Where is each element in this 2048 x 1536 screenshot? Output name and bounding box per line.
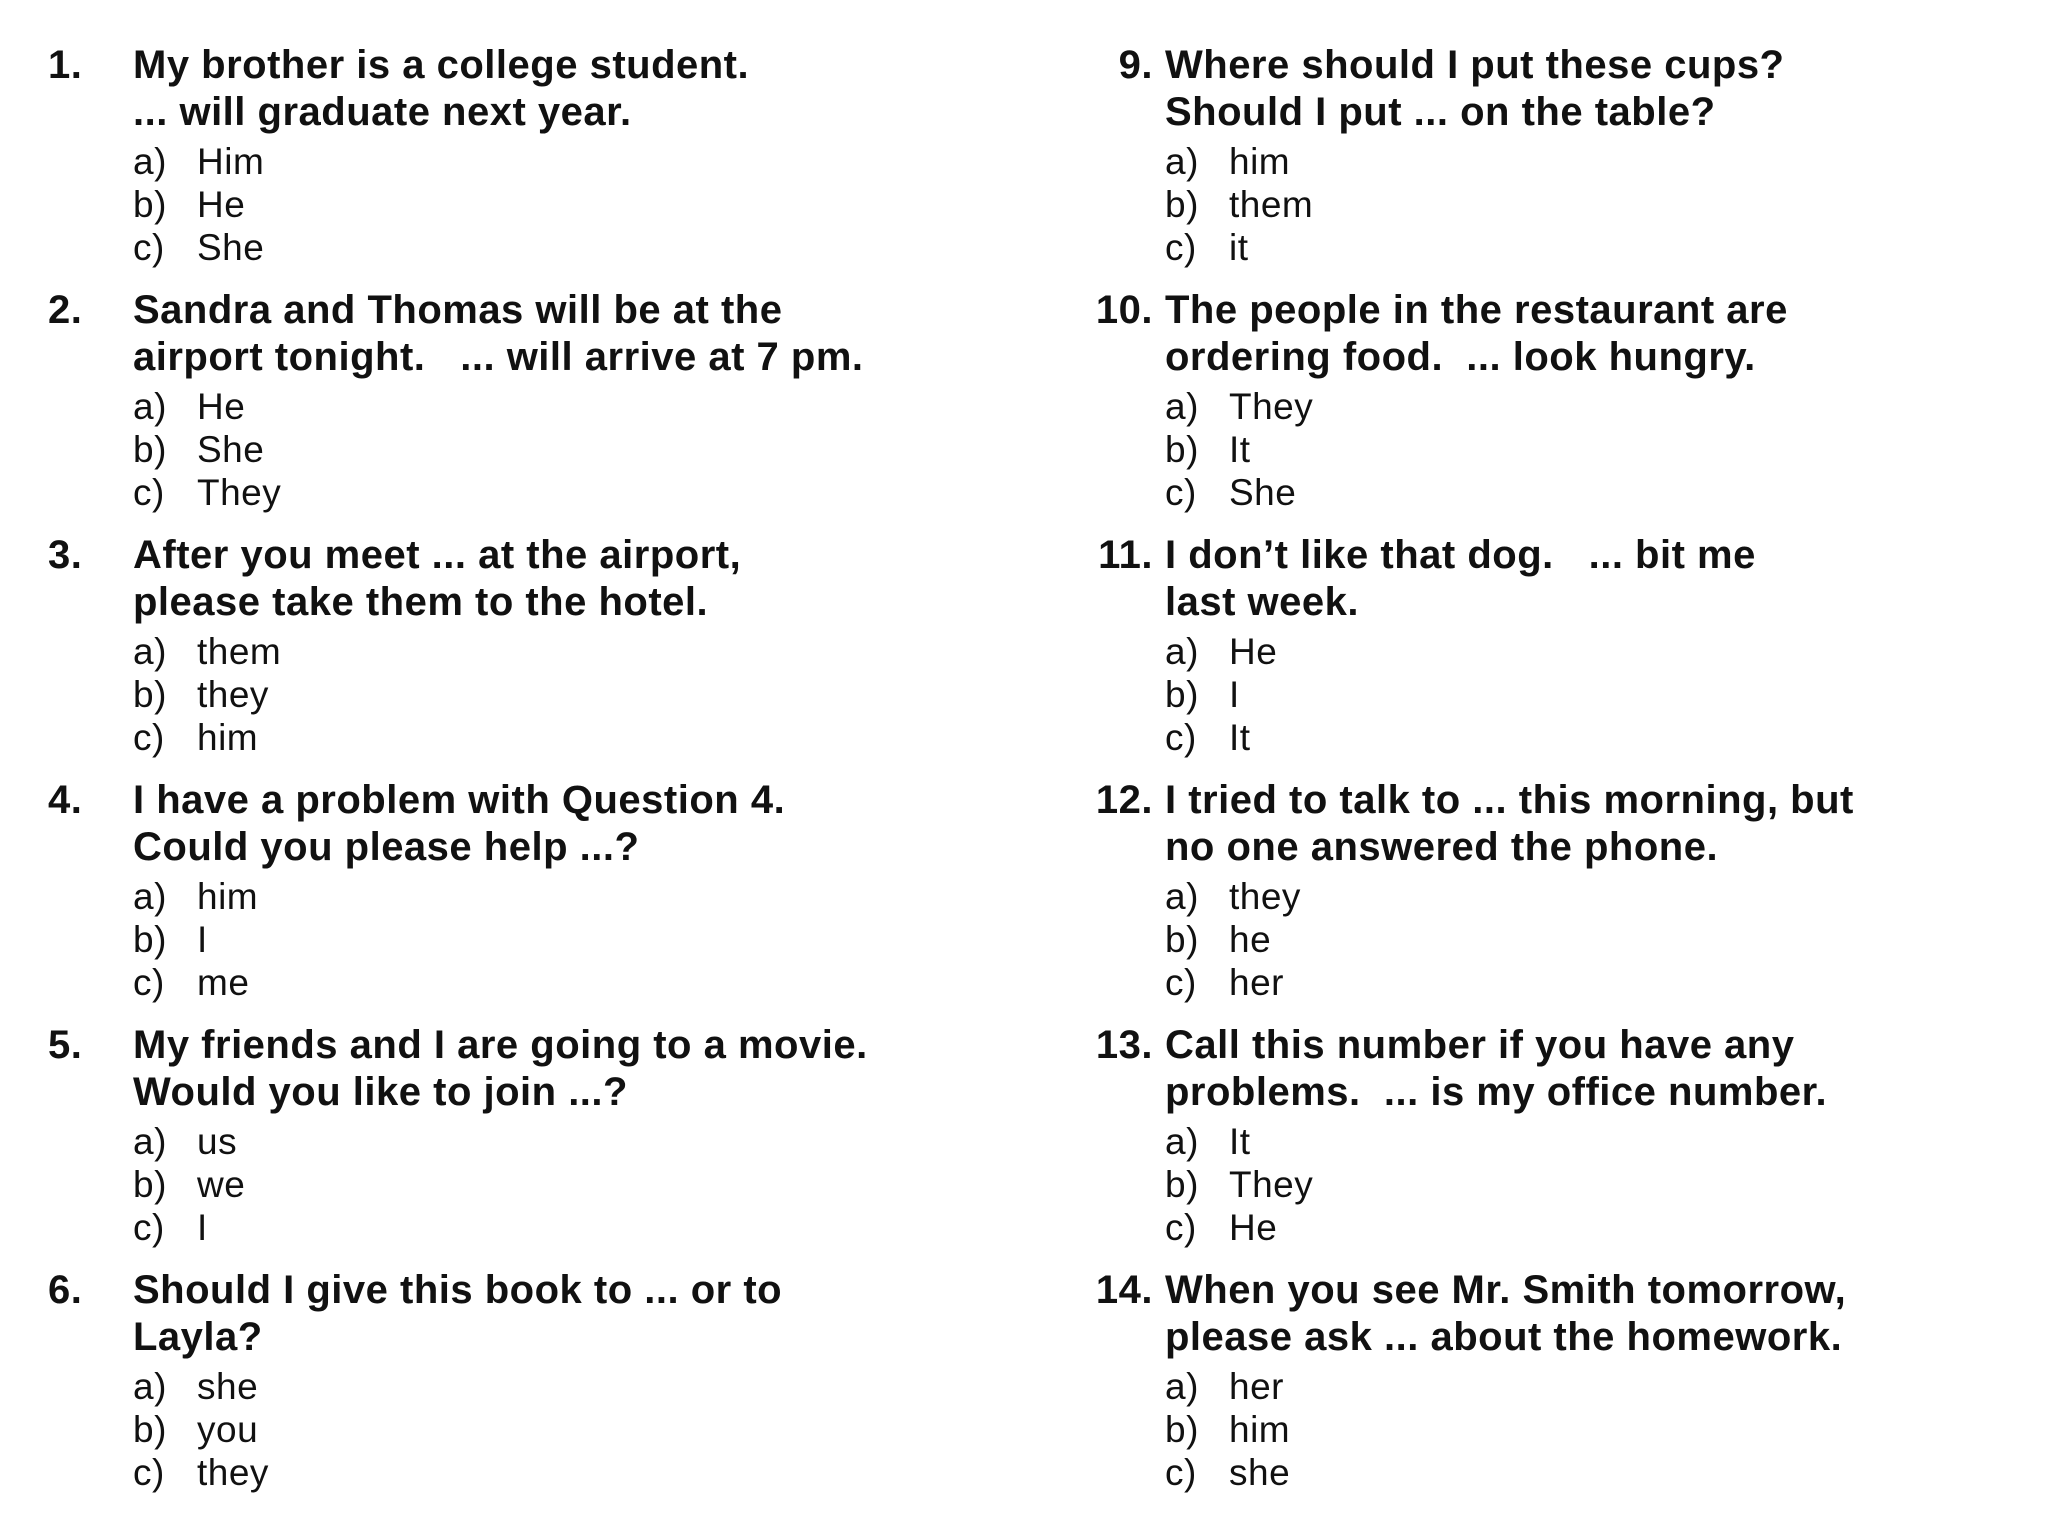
option-letter: c): [133, 717, 165, 758]
option-letter: b): [1165, 184, 1199, 225]
question-stem: [133, 1267, 1033, 1361]
option-text: she: [197, 1366, 259, 1407]
option-text: They: [1229, 386, 1314, 427]
answer-options: [1165, 875, 1301, 1004]
option-letter: b): [1165, 429, 1199, 470]
question-14: [1058, 1267, 2018, 1512]
question-stem-line: Call this number if you have any: [1165, 1023, 1795, 1067]
answer-option-a: [1165, 1120, 1313, 1163]
answer-option-a: [133, 630, 281, 673]
question-stem-line: airport tonight. ... will arrive at 7 pm.: [133, 335, 864, 379]
option-letter: c): [1165, 227, 1197, 268]
option-text: him: [1229, 141, 1291, 182]
option-text: She: [1229, 472, 1297, 513]
question-number: 6.: [48, 1268, 83, 1312]
option-letter: a): [1165, 386, 1199, 427]
option-letter: a): [133, 1121, 167, 1162]
question-stem-line: I don’t like that dog. ... bit me: [1165, 533, 1756, 577]
question-number: 3.: [48, 533, 83, 577]
question-stem-line: please ask ... about the homework.: [1165, 1315, 1843, 1359]
question-stem-line: Layla?: [133, 1315, 263, 1359]
question-4: [48, 777, 1028, 1022]
answer-option-c: [133, 1206, 245, 1249]
question-number: 9.: [1118, 43, 1153, 87]
question-stem: [133, 287, 1033, 381]
answer-options: [1165, 385, 1313, 514]
option-letter: b): [1165, 674, 1199, 715]
option-text: me: [197, 962, 250, 1003]
option-text: It: [1229, 1121, 1251, 1162]
answer-option-a: [133, 385, 281, 428]
question-stem: [1165, 287, 2048, 381]
option-letter: a): [1165, 1366, 1199, 1407]
question-stem-line: please take them to the hotel.: [133, 580, 709, 624]
question-stem-line: When you see Mr. Smith tomorrow,: [1165, 1268, 1847, 1312]
question-number: 4.: [48, 778, 83, 822]
answer-options: [1165, 630, 1277, 759]
question-13: [1058, 1022, 2018, 1267]
option-text: He: [197, 386, 246, 427]
answer-option-c: [1165, 716, 1277, 759]
option-text: They: [1229, 1164, 1314, 1205]
question-stem: [1165, 777, 2048, 871]
answer-option-a: [1165, 385, 1313, 428]
question-stem-line: Sandra and Thomas will be at the: [133, 288, 783, 332]
option-text: him: [197, 717, 259, 758]
answer-option-b: [133, 1408, 269, 1451]
option-text: It: [1229, 429, 1251, 470]
answer-option-a: [133, 1365, 269, 1408]
question-10: [1058, 287, 2018, 532]
option-letter: b): [1165, 1164, 1199, 1205]
answer-option-b: [1165, 428, 1313, 471]
answer-option-a: [1165, 140, 1313, 183]
option-letter: c): [1165, 1452, 1197, 1493]
question-stem-line: ordering food. ... look hungry.: [1165, 335, 1756, 379]
option-text: they: [1229, 876, 1301, 917]
question-stem-line: last week.: [1165, 580, 1360, 624]
option-text: It: [1229, 717, 1251, 758]
option-letter: a): [1165, 1121, 1199, 1162]
option-letter: b): [133, 429, 167, 470]
option-letter: c): [133, 962, 165, 1003]
answer-option-a: [1165, 630, 1277, 673]
answer-option-c: [133, 471, 281, 514]
question-number: 5.: [48, 1023, 83, 1067]
answer-option-c: [1165, 1451, 1290, 1494]
option-text: you: [197, 1409, 259, 1450]
answer-options: [1165, 1120, 1313, 1249]
answer-option-a: [1165, 1365, 1290, 1408]
question-1: [48, 42, 1028, 287]
answer-option-c: [133, 961, 258, 1004]
question-number: 1.: [48, 43, 83, 87]
option-text: they: [197, 674, 269, 715]
answer-option-b: [1165, 1408, 1290, 1451]
option-letter: a): [1165, 876, 1199, 917]
answer-options: [133, 630, 281, 759]
question-stem-line: problems. ... is my office number.: [1165, 1070, 1828, 1114]
option-letter: c): [133, 1452, 165, 1493]
answer-option-c: [133, 1451, 269, 1494]
option-text: Him: [197, 141, 265, 182]
option-letter: b): [133, 919, 167, 960]
question-stem-line: The people in the restaurant are: [1165, 288, 1788, 332]
option-letter: c): [133, 1207, 165, 1248]
question-stem-line: Should I put ... on the table?: [1165, 90, 1716, 134]
option-text: them: [197, 631, 282, 672]
option-letter: b): [133, 1164, 167, 1205]
option-letter: a): [133, 1366, 167, 1407]
option-letter: c): [1165, 1207, 1197, 1248]
option-text: she: [1229, 1452, 1291, 1493]
option-text: He: [1229, 1207, 1278, 1248]
answer-option-b: [1165, 673, 1277, 716]
question-11: [1058, 532, 2018, 777]
answer-option-b: [1165, 1163, 1313, 1206]
question-stem-line: My brother is a college student.: [133, 43, 750, 87]
question-9: [1058, 42, 2018, 287]
answer-options: [133, 1120, 245, 1249]
option-text: him: [1229, 1409, 1291, 1450]
option-letter: b): [133, 1409, 167, 1450]
option-text: She: [197, 227, 265, 268]
answer-option-b: [133, 428, 281, 471]
answer-option-b: [1165, 918, 1301, 961]
question-stem-line: My friends and I are going to a movie.: [133, 1023, 868, 1067]
question-stem-line: Where should I put these cups?: [1165, 43, 1785, 87]
answer-option-b: [133, 673, 281, 716]
question-number: 14.: [1095, 1268, 1153, 1312]
option-letter: b): [1165, 1409, 1199, 1450]
question-12: [1058, 777, 2018, 1022]
answer-options: [1165, 1365, 1290, 1494]
option-letter: c): [133, 472, 165, 513]
question-column-right: [1058, 42, 2018, 1512]
question-3: [48, 532, 1028, 777]
question-stem: [1165, 1267, 2048, 1361]
answer-option-a: [1165, 875, 1301, 918]
question-number: 13.: [1095, 1023, 1153, 1067]
option-text: I: [197, 919, 208, 960]
option-text: him: [197, 876, 259, 917]
question-number: 11.: [1098, 533, 1153, 577]
option-text: they: [197, 1452, 269, 1493]
question-stem: [133, 1022, 1033, 1116]
option-letter: a): [133, 141, 167, 182]
answer-options: [1165, 140, 1313, 269]
answer-option-c: [1165, 471, 1313, 514]
question-stem-line: no one answered the phone.: [1165, 825, 1719, 869]
question-stem-line: I tried to talk to ... this morning, but: [1165, 778, 1854, 822]
answer-option-a: [133, 1120, 245, 1163]
answer-option-c: [1165, 961, 1301, 1004]
answer-options: [133, 875, 258, 1004]
option-text: She: [197, 429, 265, 470]
option-text: us: [197, 1121, 238, 1162]
answer-option-b: [133, 918, 258, 961]
question-stem-line: After you meet ... at the airport,: [133, 533, 742, 577]
question-stem: [1165, 42, 2048, 136]
answer-options: [133, 140, 264, 269]
option-letter: a): [1165, 631, 1199, 672]
question-6: [48, 1267, 1028, 1512]
question-stem-line: Could you please help ...?: [133, 825, 640, 869]
question-stem: [133, 532, 1033, 626]
question-stem-line: Should I give this book to ... or to: [133, 1268, 783, 1312]
option-letter: a): [133, 386, 167, 427]
answer-option-a: [133, 140, 264, 183]
answer-option-c: [1165, 226, 1313, 269]
answer-option-c: [133, 716, 281, 759]
option-letter: b): [133, 184, 167, 225]
answer-options: [133, 385, 281, 514]
option-letter: c): [1165, 962, 1197, 1003]
answer-option-b: [133, 183, 264, 226]
question-number: 2.: [48, 288, 83, 332]
answer-option-b: [1165, 183, 1313, 226]
answer-option-c: [1165, 1206, 1313, 1249]
question-stem-line: ... will graduate next year.: [133, 90, 632, 134]
answer-option-c: [133, 226, 264, 269]
question-5: [48, 1022, 1028, 1267]
option-letter: c): [1165, 472, 1197, 513]
question-number: 12.: [1095, 778, 1153, 822]
option-text: He: [1229, 631, 1278, 672]
question-stem-line: I have a problem with Question 4.: [133, 778, 786, 822]
question-2: [48, 287, 1028, 532]
question-stem: [1165, 532, 2048, 626]
question-stem-line: Would you like to join ...?: [133, 1070, 628, 1114]
question-column-left: [48, 42, 1028, 1512]
option-text: her: [1229, 1366, 1284, 1407]
option-letter: a): [133, 631, 167, 672]
option-text: he: [1229, 919, 1272, 960]
option-letter: b): [133, 674, 167, 715]
option-text: They: [197, 472, 282, 513]
option-letter: b): [1165, 919, 1199, 960]
option-text: He: [197, 184, 246, 225]
option-letter: c): [133, 227, 165, 268]
answer-options: [133, 1365, 269, 1494]
option-text: it: [1229, 227, 1249, 268]
option-text: I: [1229, 674, 1240, 715]
option-text: we: [197, 1164, 246, 1205]
option-text: I: [197, 1207, 208, 1248]
answer-option-a: [133, 875, 258, 918]
question-stem: [133, 42, 1033, 136]
question-stem: [1165, 1022, 2048, 1116]
option-letter: a): [1165, 141, 1199, 182]
option-text: them: [1229, 184, 1314, 225]
question-stem: [133, 777, 1033, 871]
answer-option-b: [133, 1163, 245, 1206]
option-text: her: [1229, 962, 1284, 1003]
question-number: 10.: [1095, 288, 1153, 332]
option-letter: c): [1165, 717, 1197, 758]
option-letter: a): [133, 876, 167, 917]
